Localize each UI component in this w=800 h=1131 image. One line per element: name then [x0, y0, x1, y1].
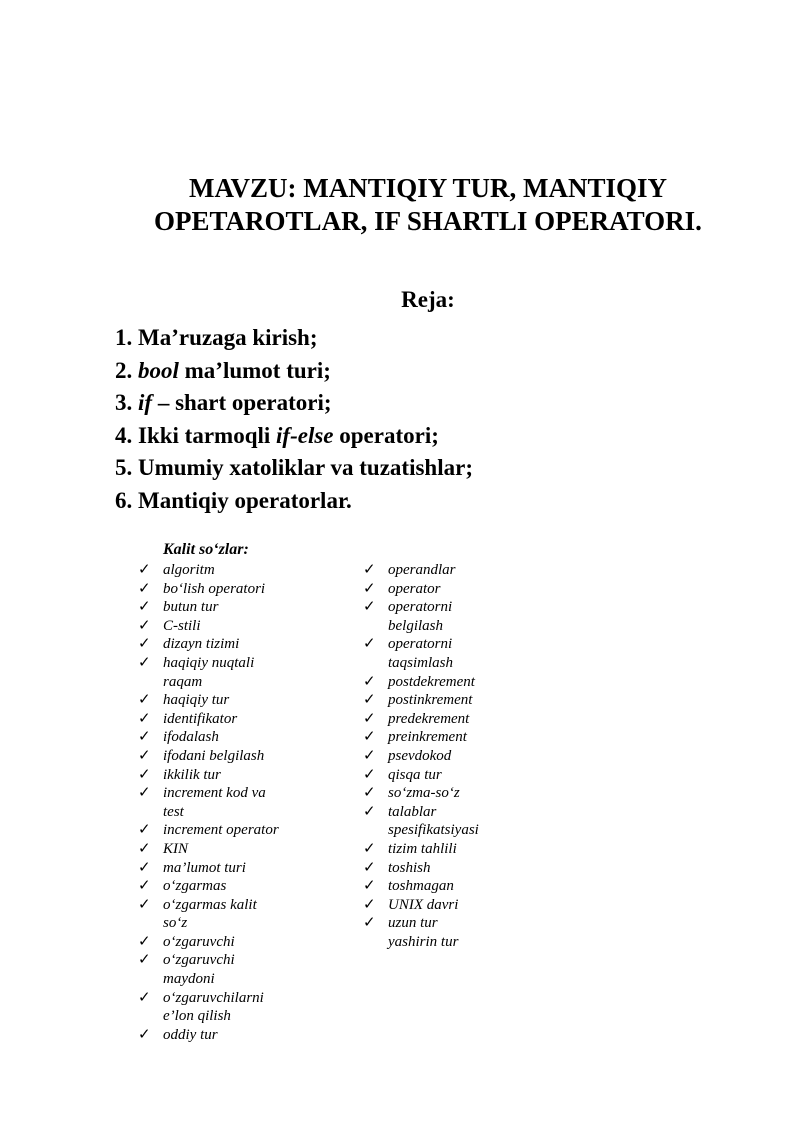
plan-item: [115, 322, 473, 355]
checkmark-icon: ✓: [138, 636, 151, 653]
keyword-item: [363, 580, 479, 599]
keyword-item: [138, 635, 279, 654]
keyword-item: [138, 933, 279, 952]
keyword-item: [138, 821, 279, 840]
checkmark-icon: ✓: [363, 896, 376, 913]
keyword-item: [363, 673, 479, 692]
plan-item-text: 3.: [115, 390, 138, 415]
keyword-item: [363, 710, 479, 729]
checkmark-icon: ✓: [138, 989, 151, 1006]
checkmark-icon: ✓: [363, 915, 376, 932]
plan-item: [115, 387, 473, 420]
keyword-item: [363, 914, 479, 933]
checkmark-icon: ✓: [138, 729, 151, 746]
keyword-item: [363, 877, 479, 896]
checkmark-icon: ✓: [363, 673, 376, 690]
keyword-text: dizayn tizimi: [163, 636, 240, 653]
keyword-item: [363, 933, 479, 952]
keyword-text: yashirin tur: [388, 933, 459, 950]
keyword-item: [138, 989, 279, 1026]
keyword-item: [138, 784, 279, 821]
keyword-item: [138, 561, 279, 580]
checkmark-icon: ✓: [363, 692, 376, 709]
plan-item-text: 2.: [115, 357, 138, 383]
keyword-text: o‘zgarmas kalit: [163, 896, 257, 913]
keyword-item: [138, 580, 279, 599]
keyword-text: ifodani belgilash: [163, 747, 265, 764]
keyword-text: toshmagan: [388, 878, 454, 895]
keyword-text: operator: [388, 580, 441, 597]
keyword-item: [363, 728, 479, 747]
keyword-text: so‘z: [163, 915, 188, 932]
plan-item-emphasis: if-else: [276, 422, 334, 448]
checkmark-icon: ✓: [138, 952, 151, 969]
keyword-text: postinkrement: [388, 692, 473, 709]
keyword-text: qisqa tur: [388, 766, 442, 783]
checkmark-icon: ✓: [138, 766, 151, 783]
keyword-text: C-stili: [163, 617, 201, 634]
checkmark-icon: ✓: [363, 840, 376, 857]
keyword-item: [138, 877, 279, 896]
checkmark-icon: ✓: [363, 785, 376, 802]
keyword-text: predekrement: [388, 710, 470, 727]
keyword-text: operandlar: [388, 562, 456, 578]
keywords-heading: Kalit so‘zlar:: [163, 541, 249, 558]
plan-item-emphasis: bool: [138, 357, 179, 383]
keyword-text: bo‘lish operatori: [163, 580, 266, 597]
keyword-text: increment operator: [163, 822, 279, 839]
plan-item-text: 4. Ikki tarmoqli: [115, 422, 277, 448]
keyword-text: belgilash: [388, 617, 443, 634]
checkmark-icon: ✓: [363, 859, 376, 876]
keyword-item: [363, 896, 479, 915]
checkmark-icon: ✓: [363, 599, 376, 616]
keyword-item: [363, 784, 479, 803]
checkmark-icon: ✓: [138, 822, 151, 839]
checkmark-icon: ✓: [363, 562, 376, 578]
keyword-item: [138, 654, 279, 691]
keywords-left-column: [138, 561, 279, 1044]
keyword-text: ikkilik tur: [163, 766, 221, 783]
keyword-item: [363, 840, 479, 859]
keyword-text: preinkrement: [388, 729, 467, 746]
keyword-text: o‘zgaruvchi: [163, 952, 235, 969]
keyword-item: [138, 710, 279, 729]
keyword-text: ifodalash: [163, 729, 219, 746]
plan-item-text: 1. Ma’ruzaga kirish;: [115, 325, 318, 350]
checkmark-icon: ✓: [363, 636, 376, 653]
keyword-item: [138, 896, 279, 933]
keyword-item: [138, 951, 279, 988]
keyword-text: postdekrement: [388, 673, 475, 690]
plan-item: [115, 452, 473, 485]
keyword-item: [138, 747, 279, 766]
keyword-item: [138, 859, 279, 878]
checkmark-icon: ✓: [138, 747, 151, 764]
keyword-text: test: [163, 803, 184, 820]
keyword-item: [363, 598, 479, 635]
keyword-item: [363, 803, 479, 840]
keyword-text: spesifikatsiyasi: [388, 822, 479, 839]
keyword-item: [363, 766, 479, 785]
checkmark-icon: ✓: [363, 803, 376, 820]
keyword-text: maydoni: [163, 971, 215, 988]
checkmark-icon: ✓: [363, 878, 376, 895]
keyword-text: butun tur: [163, 599, 219, 616]
keyword-item: [138, 617, 279, 636]
checkmark-icon: ✓: [138, 617, 151, 634]
checkmark-icon: ✓: [363, 580, 376, 597]
checkmark-icon: ✓: [138, 859, 151, 876]
keyword-item: [363, 691, 479, 710]
checkmark-icon: ✓: [138, 710, 151, 727]
checkmark-icon: ✓: [138, 785, 151, 802]
checkmark-icon: ✓: [138, 878, 151, 895]
title-line-1: MAVZU: MANTIQIY TUR, MANTIQIY: [188, 173, 668, 203]
keyword-text: o‘zgarmas: [163, 878, 227, 895]
keyword-item: [138, 1026, 279, 1045]
keyword-text: raqam: [163, 673, 203, 690]
keyword-text: e’lon qilish: [163, 1008, 231, 1025]
checkmark-icon: ✓: [138, 933, 151, 950]
keyword-text: oddiy tur: [163, 1026, 218, 1043]
keyword-text: tizim tahlili: [388, 840, 457, 857]
keyword-text: so‘zma-so‘z: [388, 785, 460, 802]
plan-item-text: ma’lumot turi;: [178, 357, 331, 383]
keyword-item: [138, 840, 279, 859]
keyword-text: uzun tur: [388, 915, 438, 932]
checkmark-icon: ✓: [363, 710, 376, 727]
keyword-text: KIN: [163, 840, 189, 857]
keyword-text: psevdokod: [388, 747, 452, 764]
keyword-text: haqiqiy tur: [163, 692, 230, 709]
keyword-text: algoritm: [163, 562, 215, 578]
keyword-text: operatorni: [388, 599, 453, 616]
keyword-item: [363, 747, 479, 766]
keyword-item: [363, 561, 479, 580]
checkmark-icon: ✓: [363, 729, 376, 746]
checkmark-icon: ✓: [138, 692, 151, 709]
keyword-text: operatorni: [388, 636, 453, 653]
keyword-text: ma’lumot turi: [163, 859, 246, 876]
keyword-text: toshish: [388, 859, 431, 876]
plan-heading: Reja:: [401, 287, 455, 312]
keyword-item: [138, 598, 279, 617]
keyword-text: identifikator: [163, 710, 238, 727]
checkmark-icon: ✓: [138, 896, 151, 913]
page-title: [100, 172, 756, 238]
keyword-text: talablar: [388, 803, 437, 820]
plan-list: [115, 322, 473, 517]
checkmark-icon: ✓: [138, 562, 151, 578]
keyword-item: [363, 859, 479, 878]
checkmark-icon: ✓: [138, 1026, 151, 1043]
plan-item: [115, 355, 473, 388]
checkmark-icon: ✓: [363, 766, 376, 783]
keywords-right-column: [363, 561, 479, 951]
keyword-text: o‘zgaruvchi: [163, 933, 235, 950]
plan-item-emphasis: if: [138, 390, 153, 415]
keyword-item: [138, 691, 279, 710]
plan-item-text: 6. Mantiqiy operatorlar.: [115, 487, 352, 513]
keyword-item: [138, 728, 279, 747]
plan-item: [115, 485, 473, 518]
plan-item-text: 5. Umumiy xatoliklar va tuzatishlar;: [115, 455, 473, 480]
plan-item-text: operatori;: [333, 422, 439, 448]
keyword-text: haqiqiy nuqtali: [163, 654, 255, 671]
checkmark-icon: ✓: [363, 747, 376, 764]
keyword-text: taqsimlash: [388, 654, 454, 671]
checkmark-icon: ✓: [138, 599, 151, 616]
keyword-text: o‘zgaruvchilarni: [163, 989, 264, 1006]
keyword-text: UNIX davri: [388, 896, 459, 913]
plan-item: [115, 420, 473, 453]
plan-item-text: – shart operatori;: [152, 390, 332, 415]
keyword-text: increment kod va: [163, 785, 266, 802]
title-line-2: OPETAROTLAR, IF SHARTLI OPERATORI.: [154, 206, 702, 236]
checkmark-icon: ✓: [138, 580, 151, 597]
checkmark-icon: ✓: [138, 654, 151, 671]
keyword-item: [138, 766, 279, 785]
checkmark-icon: ✓: [138, 840, 151, 857]
keyword-item: [363, 635, 479, 672]
